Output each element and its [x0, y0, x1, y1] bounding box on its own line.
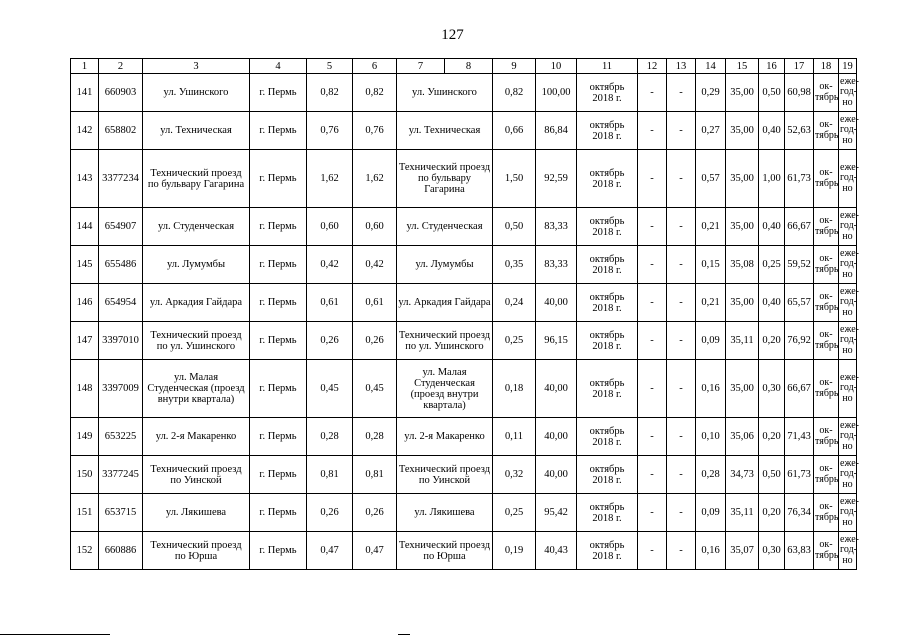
cell-c14: 0,21: [696, 208, 726, 246]
cell-c5: 1,62: [307, 150, 353, 208]
cell-c11: октябрь 2018 г.: [577, 494, 638, 532]
cell-c17: 71,43: [785, 418, 814, 456]
cell-n: 141: [71, 74, 99, 112]
cell-c17: 66,67: [785, 208, 814, 246]
column-header-10: 10: [536, 59, 577, 74]
cell-c15: 35,11: [726, 494, 759, 532]
cell-c16: 0,50: [759, 456, 785, 494]
cell-city: г. Пермь: [250, 246, 307, 284]
cell-c12: -: [638, 112, 667, 150]
cell-n: 150: [71, 456, 99, 494]
cell-c17: 63,83: [785, 532, 814, 570]
cell-n: 151: [71, 494, 99, 532]
cell-n: 144: [71, 208, 99, 246]
cell-c5: 0,26: [307, 494, 353, 532]
cell-c13: -: [667, 322, 696, 360]
cell-c9: 0,82: [493, 74, 536, 112]
cell-c13: -: [667, 532, 696, 570]
cell-c6: 0,26: [353, 494, 397, 532]
cell-c19: еже-год-но: [839, 284, 857, 322]
footer-rule-mark: [398, 634, 410, 635]
cell-c19: еже-год-но: [839, 208, 857, 246]
cell-code: 653715: [99, 494, 143, 532]
cell-c10: 40,00: [536, 284, 577, 322]
column-header-14: 14: [696, 59, 726, 74]
cell-c9: 0,35: [493, 246, 536, 284]
cell-c19: еже-год-но: [839, 532, 857, 570]
table-row: [71, 532, 857, 570]
cell-code: 658802: [99, 112, 143, 150]
column-header-11: 11: [577, 59, 638, 74]
cell-c17: 65,57: [785, 284, 814, 322]
cell-c19: еже-год-но: [839, 150, 857, 208]
cell-c15: 35,00: [726, 112, 759, 150]
cell-c12: -: [638, 360, 667, 418]
cell-code: 3377245: [99, 456, 143, 494]
cell-c19: еже-год-но: [839, 246, 857, 284]
cell-c17: 60,98: [785, 74, 814, 112]
cell-c14: 0,57: [696, 150, 726, 208]
table-row: [71, 494, 857, 532]
data-table: [70, 58, 857, 570]
cell-c16: 0,30: [759, 532, 785, 570]
column-header-17: 17: [785, 59, 814, 74]
cell-c18: ок-тябрь: [814, 74, 839, 112]
cell-c14: 0,21: [696, 284, 726, 322]
cell-c13: -: [667, 360, 696, 418]
cell-city: г. Пермь: [250, 418, 307, 456]
cell-c13: -: [667, 494, 696, 532]
table-row: [71, 208, 857, 246]
cell-c18: ок-тябрь: [814, 322, 839, 360]
cell-c9: 0,25: [493, 322, 536, 360]
cell-street: ул. Лякишева: [143, 494, 250, 532]
cell-city: г. Пермь: [250, 74, 307, 112]
cell-c14: 0,15: [696, 246, 726, 284]
table-row: [71, 284, 857, 322]
cell-n: 149: [71, 418, 99, 456]
cell-c16: 0,40: [759, 112, 785, 150]
cell-c6: 0,82: [353, 74, 397, 112]
cell-code: 654954: [99, 284, 143, 322]
cell-c19: еже-год-но: [839, 360, 857, 418]
cell-street: ул. Техническая: [143, 112, 250, 150]
cell-c18: ок-тябрь: [814, 284, 839, 322]
cell-c14: 0,28: [696, 456, 726, 494]
cell-c12: -: [638, 418, 667, 456]
cell-c13: -: [667, 284, 696, 322]
column-header-3: 3: [143, 59, 250, 74]
cell-c14: 0,09: [696, 322, 726, 360]
cell-c9: 0,25: [493, 494, 536, 532]
cell-c11: октябрь 2018 г.: [577, 208, 638, 246]
cell-c16: 0,20: [759, 418, 785, 456]
cell-c14: 0,16: [696, 360, 726, 418]
cell-c5: 0,47: [307, 532, 353, 570]
cell-c17: 61,73: [785, 150, 814, 208]
cell-c11: октябрь 2018 г.: [577, 532, 638, 570]
column-header-6: 6: [353, 59, 397, 74]
column-header-12: 12: [638, 59, 667, 74]
cell-c5: 0,45: [307, 360, 353, 418]
cell-city: г. Пермь: [250, 456, 307, 494]
cell-city: г. Пермь: [250, 494, 307, 532]
cell-street: ул. Ушинского: [143, 74, 250, 112]
table-row: [71, 112, 857, 150]
cell-code: 654907: [99, 208, 143, 246]
cell-c10: 100,00: [536, 74, 577, 112]
cell-c6: 0,61: [353, 284, 397, 322]
cell-c6: 0,81: [353, 456, 397, 494]
cell-c9: 1,50: [493, 150, 536, 208]
cell-c7: Технический проезд по Юрша: [397, 532, 493, 570]
cell-c15: 35,06: [726, 418, 759, 456]
cell-c6: 0,42: [353, 246, 397, 284]
cell-city: г. Пермь: [250, 112, 307, 150]
cell-c16: 0,40: [759, 284, 785, 322]
cell-street: ул. Студенческая: [143, 208, 250, 246]
page-number: 127: [441, 27, 464, 43]
cell-c10: 40,43: [536, 532, 577, 570]
cell-c15: 35,07: [726, 532, 759, 570]
cell-c12: -: [638, 494, 667, 532]
cell-c14: 0,09: [696, 494, 726, 532]
cell-c6: 0,47: [353, 532, 397, 570]
column-header-1: 1: [71, 59, 99, 74]
cell-c19: еже-год-но: [839, 112, 857, 150]
cell-c12: -: [638, 456, 667, 494]
cell-c18: ок-тябрь: [814, 418, 839, 456]
cell-c18: ок-тябрь: [814, 532, 839, 570]
cell-c17: 59,52: [785, 246, 814, 284]
table-body: [71, 74, 857, 570]
cell-c9: 0,11: [493, 418, 536, 456]
cell-city: г. Пермь: [250, 208, 307, 246]
cell-c11: октябрь 2018 г.: [577, 284, 638, 322]
cell-c13: -: [667, 74, 696, 112]
cell-c9: 0,50: [493, 208, 536, 246]
cell-c18: ок-тябрь: [814, 208, 839, 246]
cell-c18: ок-тябрь: [814, 494, 839, 532]
column-header-9: 9: [493, 59, 536, 74]
cell-c12: -: [638, 150, 667, 208]
cell-code: 3397009: [99, 360, 143, 418]
column-header-7: 7: [397, 59, 445, 74]
cell-c11: октябрь 2018 г.: [577, 322, 638, 360]
cell-c7: ул. Техническая: [397, 112, 493, 150]
cell-c11: октябрь 2018 г.: [577, 150, 638, 208]
cell-c10: 95,42: [536, 494, 577, 532]
cell-n: 142: [71, 112, 99, 150]
cell-c7: ул. Лумумбы: [397, 246, 493, 284]
cell-code: 655486: [99, 246, 143, 284]
cell-street: Технический проезд по Юрша: [143, 532, 250, 570]
cell-code: 3377234: [99, 150, 143, 208]
cell-c6: 1,62: [353, 150, 397, 208]
cell-c10: 83,33: [536, 208, 577, 246]
cell-c7: Технический проезд по ул. Ушинского: [397, 322, 493, 360]
cell-c18: ок-тябрь: [814, 150, 839, 208]
cell-city: г. Пермь: [250, 150, 307, 208]
cell-c10: 83,33: [536, 246, 577, 284]
table-row: [71, 322, 857, 360]
cell-city: г. Пермь: [250, 532, 307, 570]
cell-code: 660903: [99, 74, 143, 112]
table-row: [71, 360, 857, 418]
cell-code: 653225: [99, 418, 143, 456]
cell-c14: 0,16: [696, 532, 726, 570]
header-row: [71, 59, 857, 74]
cell-c9: 0,24: [493, 284, 536, 322]
cell-c18: ок-тябрь: [814, 456, 839, 494]
cell-c16: 0,20: [759, 322, 785, 360]
cell-c15: 35,00: [726, 74, 759, 112]
cell-c18: ок-тябрь: [814, 112, 839, 150]
cell-c15: 35,00: [726, 360, 759, 418]
cell-c10: 96,15: [536, 322, 577, 360]
cell-c9: 0,18: [493, 360, 536, 418]
footer-rule-left: [0, 634, 110, 635]
cell-c11: октябрь 2018 г.: [577, 246, 638, 284]
cell-c5: 0,76: [307, 112, 353, 150]
cell-c12: -: [638, 208, 667, 246]
cell-c11: октябрь 2018 г.: [577, 360, 638, 418]
cell-c14: 0,29: [696, 74, 726, 112]
cell-c11: октябрь 2018 г.: [577, 418, 638, 456]
cell-c7: Технический проезд по бульвару Гагарина: [397, 150, 493, 208]
cell-c18: ок-тябрь: [814, 246, 839, 284]
cell-city: г. Пермь: [250, 322, 307, 360]
cell-c6: 0,28: [353, 418, 397, 456]
cell-c7: ул. Малая Студенческая (проезд внутри квартала): [397, 360, 493, 418]
cell-c19: еже-год-но: [839, 418, 857, 456]
cell-c7: ул. Ушинского: [397, 74, 493, 112]
cell-c17: 76,34: [785, 494, 814, 532]
cell-c16: 0,25: [759, 246, 785, 284]
cell-c7: ул. Студенческая: [397, 208, 493, 246]
cell-street: ул. Аркадия Гайдара: [143, 284, 250, 322]
cell-c13: -: [667, 456, 696, 494]
cell-c10: 40,00: [536, 456, 577, 494]
cell-c16: 0,30: [759, 360, 785, 418]
cell-c7: ул. Аркадия Гайдара: [397, 284, 493, 322]
cell-c19: еже-год-но: [839, 494, 857, 532]
column-header-5: 5: [307, 59, 353, 74]
cell-c17: 52,63: [785, 112, 814, 150]
cell-c11: октябрь 2018 г.: [577, 456, 638, 494]
column-header-18: 18: [814, 59, 839, 74]
cell-c16: 0,50: [759, 74, 785, 112]
cell-c12: -: [638, 284, 667, 322]
column-header-16: 16: [759, 59, 785, 74]
cell-n: 143: [71, 150, 99, 208]
cell-c11: октябрь 2018 г.: [577, 112, 638, 150]
cell-n: 145: [71, 246, 99, 284]
cell-c13: -: [667, 418, 696, 456]
cell-city: г. Пермь: [250, 360, 307, 418]
cell-street: Технический проезд по бульвару Гагарина: [143, 150, 250, 208]
cell-c9: 0,66: [493, 112, 536, 150]
cell-city: г. Пермь: [250, 284, 307, 322]
cell-c13: -: [667, 208, 696, 246]
cell-c12: -: [638, 322, 667, 360]
column-header-4: 4: [250, 59, 307, 74]
cell-c18: ок-тябрь: [814, 360, 839, 418]
table-row: [71, 418, 857, 456]
cell-c9: 0,19: [493, 532, 536, 570]
cell-c6: 0,45: [353, 360, 397, 418]
cell-c5: 0,26: [307, 322, 353, 360]
cell-c7: ул. 2-я Макаренко: [397, 418, 493, 456]
cell-street: Технический проезд по ул. Ушинского: [143, 322, 250, 360]
cell-c6: 0,76: [353, 112, 397, 150]
cell-c15: 35,00: [726, 284, 759, 322]
cell-c16: 0,40: [759, 208, 785, 246]
cell-n: 146: [71, 284, 99, 322]
cell-n: 147: [71, 322, 99, 360]
cell-c12: -: [638, 532, 667, 570]
table-row: [71, 246, 857, 284]
cell-c5: 0,60: [307, 208, 353, 246]
cell-c13: -: [667, 150, 696, 208]
cell-c14: 0,10: [696, 418, 726, 456]
cell-c5: 0,61: [307, 284, 353, 322]
cell-c12: -: [638, 74, 667, 112]
cell-c14: 0,27: [696, 112, 726, 150]
cell-c16: 1,00: [759, 150, 785, 208]
cell-c17: 66,67: [785, 360, 814, 418]
cell-c7: ул. Лякишева: [397, 494, 493, 532]
cell-c7: Технический проезд по Уинской: [397, 456, 493, 494]
cell-c13: -: [667, 246, 696, 284]
cell-c19: еже-год-но: [839, 74, 857, 112]
cell-c11: октябрь 2018 г.: [577, 74, 638, 112]
cell-c10: 40,00: [536, 418, 577, 456]
cell-c17: 76,92: [785, 322, 814, 360]
cell-street: ул. Малая Студенческая (проезд внутри квартала): [143, 360, 250, 418]
cell-n: 148: [71, 360, 99, 418]
cell-code: 660886: [99, 532, 143, 570]
cell-n: 152: [71, 532, 99, 570]
cell-c19: еже-год-но: [839, 456, 857, 494]
cell-c5: 0,81: [307, 456, 353, 494]
cell-c15: 35,08: [726, 246, 759, 284]
table-row: [71, 74, 857, 112]
cell-c15: 35,00: [726, 208, 759, 246]
cell-c17: 61,73: [785, 456, 814, 494]
cell-c5: 0,42: [307, 246, 353, 284]
cell-code: 3397010: [99, 322, 143, 360]
table-row: [71, 456, 857, 494]
column-header-13: 13: [667, 59, 696, 74]
cell-c9: 0,32: [493, 456, 536, 494]
cell-c13: -: [667, 112, 696, 150]
column-header-15: 15: [726, 59, 759, 74]
table-row: [71, 150, 857, 208]
column-header-2: 2: [99, 59, 143, 74]
cell-c5: 0,82: [307, 74, 353, 112]
column-header-19: 19: [839, 59, 857, 74]
cell-c10: 86,84: [536, 112, 577, 150]
cell-c15: 35,00: [726, 150, 759, 208]
cell-c10: 40,00: [536, 360, 577, 418]
cell-street: ул. 2-я Макаренко: [143, 418, 250, 456]
cell-c6: 0,60: [353, 208, 397, 246]
cell-c6: 0,26: [353, 322, 397, 360]
cell-c15: 34,73: [726, 456, 759, 494]
cell-street: Технический проезд по Уинской: [143, 456, 250, 494]
cell-c15: 35,11: [726, 322, 759, 360]
cell-c10: 92,59: [536, 150, 577, 208]
cell-c12: -: [638, 246, 667, 284]
column-header-8: 8: [445, 59, 493, 74]
cell-c5: 0,28: [307, 418, 353, 456]
cell-street: ул. Лумумбы: [143, 246, 250, 284]
cell-c19: еже-год-но: [839, 322, 857, 360]
cell-c16: 0,20: [759, 494, 785, 532]
